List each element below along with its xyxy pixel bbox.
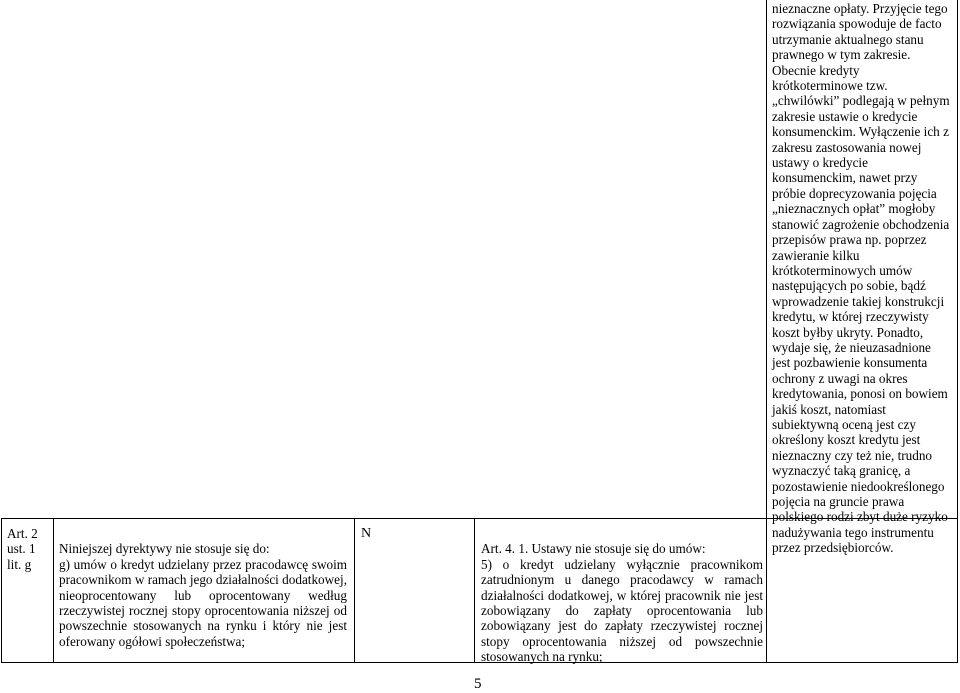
law-text-cell bbox=[481, 526, 763, 680]
page-number: 5 bbox=[474, 676, 482, 692]
table-border-left bbox=[1, 518, 2, 663]
table-border-right bbox=[957, 0, 958, 663]
column-divider bbox=[354, 518, 355, 663]
status-mark: N bbox=[361, 526, 372, 541]
transposition-table bbox=[1, 0, 958, 663]
directive-text: Niniejszej dyrektywy nie stosuje się do: g) umów o kredyt udzielany przez pracodawcę swoim pracownikom w ramach jego działalności dodatkowej, nieoprocentowany lub oprocentowany według rzeczywistej rocznej stopy oprocentowania niższej od powszechnie stosowanych na rynku i który nie jest oferowany ogółowi społeczeństwa; bbox=[59, 541, 347, 649]
comment-cell bbox=[772, 1, 952, 556]
column-divider bbox=[53, 518, 54, 663]
article-reference-cell bbox=[7, 526, 49, 572]
comment-text: nieznaczne opłaty. Przyjęcie tego rozwiązania spowoduje de facto utrzymanie aktualnego stanu prawnego w tym zakresie. Obecnie kredyty krótkoterminowe tzw. „chwilówki” podlegają w pełnym zakresie ustawie o kredycie konsumenckim. Wyłączenie ich z zakresu zastosowania nowej ustawy o kredycie konsumenckim, nawet przy próbie doprecyzowania pojęcia „nieznacznych opłat” mogłoby stanowić zagrożenie obchodzenia przepisów prawa np. poprzez zawieranie kilku krótkoterminowych umów następujących po sobie, bądź wprowadzenie takiej konstrukcji kredytu, w której rzeczywisty koszt byłby ukryty. Ponadto, wydaje się, że nieuzasadnione jest pozbawienie konsumenta ochrony z uwagi na okres kredytowania, ponosi on bowiem jakiś koszt, natomiast subiektywną oceną jest czy określony koszt kredytu jest nieznaczny czy też nie, trudno wyznaczyć taką granicę, a pozostawienie niedookreślonego pojęcia na gruncie prawa polskiego rodzi zbyt duże ryzyko nadużywania tego instrumentu przez przedsiębiorców. bbox=[772, 1, 950, 556]
status-cell bbox=[361, 526, 461, 541]
law-text: Art. 4. 1. Ustawy nie stosuje się do umów: 5) o kredyt udzielany wyłącznie pracownikom zatrudnionym u danego pracodawcy w ramach działalności dodatkowej, w której pracownik nie jest zobowiązany do zapłaty oprocentowania lub zobowiązany jest do zapłaty rzeczywistej rocznej stopy oprocentowania niższej od powszechnie stosowanych na rynku; bbox=[481, 541, 763, 665]
column-divider bbox=[474, 518, 475, 663]
directive-text-cell bbox=[59, 526, 347, 665]
column-divider bbox=[766, 0, 767, 663]
article-reference: Art. 2 ust. 1 lit. g bbox=[7, 526, 38, 572]
